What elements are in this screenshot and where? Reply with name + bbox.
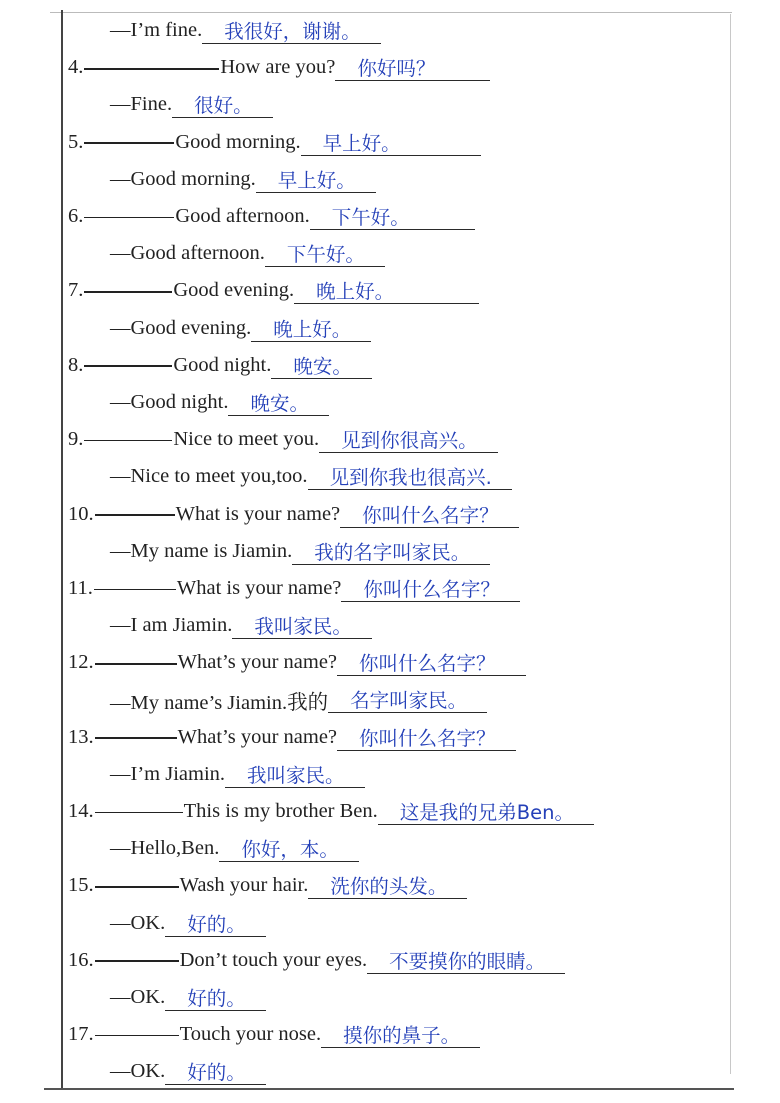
response-line bbox=[0, 12, 780, 49]
em-dash-line bbox=[95, 886, 179, 888]
item-number: 15. bbox=[68, 874, 94, 897]
response-line bbox=[0, 310, 780, 347]
chinese-answer-blank[interactable]: 早上好。 bbox=[256, 170, 376, 193]
chinese-answer-blank[interactable]: 摸你的鼻子。 bbox=[321, 1025, 480, 1048]
chinese-answer-blank[interactable]: 晚安。 bbox=[228, 393, 329, 416]
item-number: 4. bbox=[68, 56, 84, 79]
question-line bbox=[0, 124, 780, 161]
chinese-answer-blank[interactable]: 晚上好。 bbox=[251, 319, 371, 342]
english-sentence: Good night. bbox=[173, 353, 272, 376]
english-sentence: —OK. bbox=[110, 1060, 166, 1083]
em-dash-line bbox=[84, 217, 174, 219]
chinese-answer-blank[interactable]: 你叫什么名字？ bbox=[337, 728, 516, 751]
chinese-answer-blank[interactable]: 我的名字叫家民。 bbox=[292, 542, 490, 565]
chinese-answer-blank[interactable]: 好的。 bbox=[165, 988, 266, 1011]
english-sentence: —I’m Jiamin. bbox=[110, 762, 226, 785]
chinese-answer-blank[interactable]: 你好，本。 bbox=[219, 839, 359, 862]
chinese-answer-blank[interactable]: 见到你很高兴。 bbox=[319, 430, 498, 453]
chinese-answer-blank[interactable]: 下午好。 bbox=[310, 207, 475, 230]
item-number: 6. bbox=[68, 205, 84, 228]
english-sentence: Good afternoon. bbox=[175, 205, 310, 228]
english-sentence: What is your name? bbox=[176, 576, 342, 599]
em-dash-line bbox=[95, 1035, 179, 1037]
item-number: 8. bbox=[68, 353, 84, 376]
response-line bbox=[0, 681, 780, 718]
response-line bbox=[0, 458, 780, 495]
em-dash-line bbox=[84, 68, 219, 70]
english-sentence: Wash your hair. bbox=[179, 874, 309, 897]
chinese-answer-blank[interactable]: 洗你的头发。 bbox=[308, 876, 467, 899]
chinese-answer-blank[interactable]: 这是我的兄弟Ben。 bbox=[378, 802, 594, 825]
chinese-answer-blank[interactable]: 你好吗？ bbox=[335, 58, 490, 81]
english-sentence: —My name is Jiamin. bbox=[110, 539, 293, 562]
question-line bbox=[0, 644, 780, 681]
item-number: 5. bbox=[68, 130, 84, 153]
english-sentence: —Good afternoon. bbox=[110, 242, 265, 265]
english-sentence: How are you? bbox=[220, 56, 336, 79]
response-line bbox=[0, 235, 780, 272]
question-line bbox=[0, 570, 780, 607]
item-number: 12. bbox=[68, 651, 94, 674]
response-line bbox=[0, 384, 780, 421]
chinese-answer-blank[interactable]: 我很好，谢谢。 bbox=[202, 21, 381, 44]
em-dash-line bbox=[95, 514, 175, 516]
question-line bbox=[0, 421, 780, 458]
item-number: 14. bbox=[68, 800, 94, 823]
chinese-answer-blank[interactable]: 名字叫家民。 bbox=[328, 690, 487, 713]
response-line bbox=[0, 86, 780, 123]
english-sentence: —OK. bbox=[110, 911, 166, 934]
chinese-answer-blank[interactable]: 我叫家民。 bbox=[225, 765, 365, 788]
chinese-answer-blank[interactable]: 晚安。 bbox=[271, 356, 372, 379]
english-sentence: —Good night. bbox=[110, 390, 229, 413]
chinese-answer-blank[interactable]: 早上好。 bbox=[301, 133, 481, 156]
english-sentence: —OK. bbox=[110, 985, 166, 1008]
em-dash-line bbox=[84, 365, 172, 367]
response-line bbox=[0, 161, 780, 198]
english-sentence: —Nice to meet you,too. bbox=[110, 465, 308, 488]
english-sentence: —My name’s Jiamin.我的 bbox=[110, 691, 329, 714]
english-sentence: —I’m fine. bbox=[110, 19, 203, 42]
item-number: 11. bbox=[68, 576, 93, 599]
english-sentence: Good morning. bbox=[175, 130, 301, 153]
chinese-answer-blank[interactable]: 晚上好。 bbox=[294, 281, 479, 304]
item-number: 13. bbox=[68, 725, 94, 748]
english-sentence: Touch your nose. bbox=[179, 1023, 322, 1046]
english-sentence: Good evening. bbox=[173, 279, 295, 302]
chinese-answer-blank[interactable]: 你叫什么名字？ bbox=[341, 579, 520, 602]
em-dash-line bbox=[94, 589, 176, 591]
em-dash-line bbox=[95, 737, 177, 739]
english-sentence: —Hello,Ben. bbox=[110, 837, 220, 860]
english-sentence: Nice to meet you. bbox=[173, 428, 320, 451]
response-line bbox=[0, 905, 780, 942]
english-sentence: This is my brother Ben. bbox=[183, 800, 378, 823]
english-sentence: —I am Jiamin. bbox=[110, 614, 233, 637]
chinese-answer-blank[interactable]: 不要摸你的眼睛。 bbox=[367, 951, 565, 974]
item-number: 7. bbox=[68, 279, 84, 302]
question-line bbox=[0, 867, 780, 904]
chinese-answer-blank[interactable]: 很好。 bbox=[172, 95, 273, 118]
em-dash-line bbox=[95, 663, 177, 665]
em-dash-line bbox=[95, 960, 179, 962]
english-sentence: Don’t touch your eyes. bbox=[179, 948, 368, 971]
question-line bbox=[0, 942, 780, 979]
english-sentence: What is your name? bbox=[175, 502, 341, 525]
em-dash-line bbox=[95, 812, 183, 814]
chinese-answer-blank[interactable]: 你叫什么名字？ bbox=[337, 653, 526, 676]
question-line bbox=[0, 198, 780, 235]
response-line bbox=[0, 1053, 780, 1090]
question-line bbox=[0, 719, 780, 756]
chinese-answer-blank[interactable]: 见到你我也很高兴. bbox=[308, 467, 512, 490]
response-line bbox=[0, 830, 780, 867]
question-line bbox=[0, 793, 780, 830]
chinese-answer-blank[interactable]: 下午好。 bbox=[265, 244, 385, 267]
em-dash-line bbox=[84, 142, 174, 144]
response-line bbox=[0, 756, 780, 793]
question-line bbox=[0, 347, 780, 384]
chinese-answer-blank[interactable]: 好的。 bbox=[165, 914, 266, 937]
question-line bbox=[0, 49, 780, 86]
english-sentence: —Good morning. bbox=[110, 167, 256, 190]
item-number: 17. bbox=[68, 1023, 94, 1046]
english-sentence: What’s your name? bbox=[177, 725, 338, 748]
item-number: 16. bbox=[68, 948, 94, 971]
response-line bbox=[0, 979, 780, 1016]
em-dash-line bbox=[84, 291, 172, 293]
item-number: 10. bbox=[68, 502, 94, 525]
response-line bbox=[0, 533, 780, 570]
question-line bbox=[0, 495, 780, 532]
em-dash-line bbox=[84, 440, 172, 442]
response-line bbox=[0, 607, 780, 644]
english-sentence: —Good evening. bbox=[110, 316, 252, 339]
question-line bbox=[0, 1016, 780, 1053]
english-sentence: —Fine. bbox=[110, 93, 173, 116]
chinese-answer-blank[interactable]: 好的。 bbox=[165, 1062, 266, 1085]
worksheet bbox=[0, 12, 780, 1090]
question-line bbox=[0, 272, 780, 309]
chinese-answer-blank[interactable]: 我叫家民。 bbox=[232, 616, 372, 639]
english-sentence: What’s your name? bbox=[177, 651, 338, 674]
item-number: 9. bbox=[68, 428, 84, 451]
chinese-answer-blank[interactable]: 你叫什么名字？ bbox=[340, 505, 519, 528]
